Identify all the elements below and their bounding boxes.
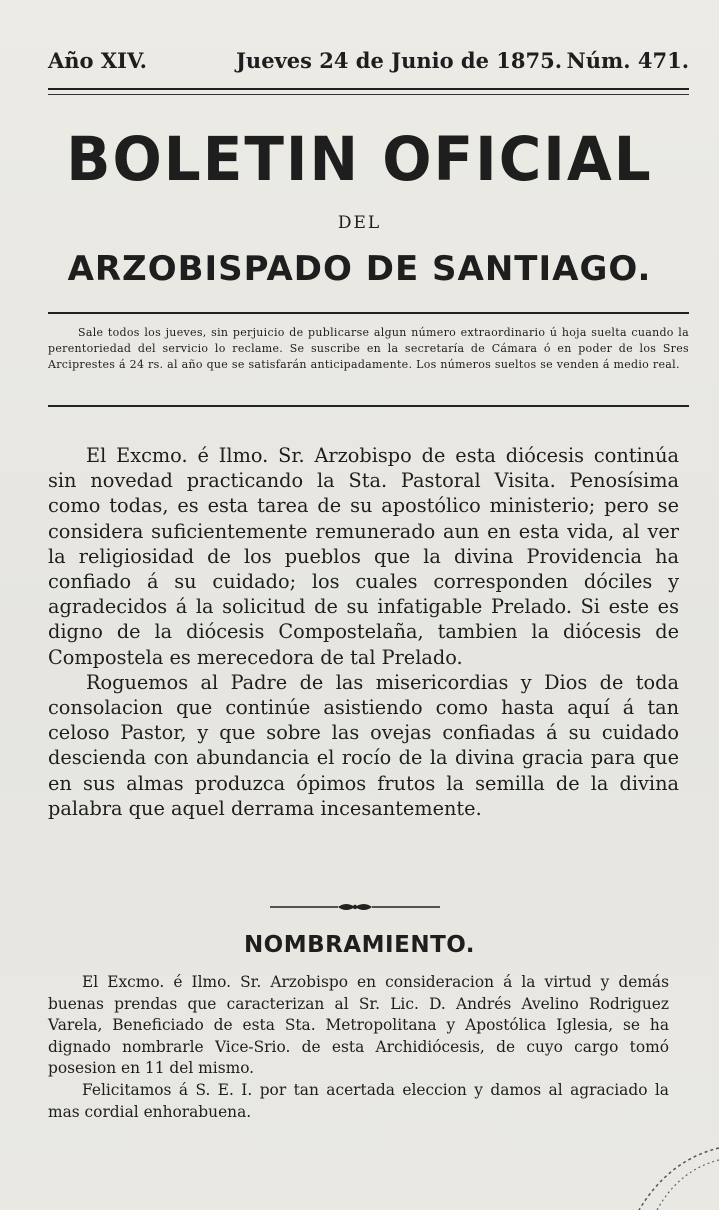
masthead-subtitle: ARZOBISPADO DE SANTIAGO. [67, 249, 652, 289]
article-paragraph: Roguemos al Padre de las misericordias y Dios de toda consolacion que continúe asistiendo como hasta aquí á tan celoso Pastor, y que sobre las ovejas confiadas á su cuidado descienda con abundancia el rocío de la divina gracia para que en sus almas produzca ópimos frutos la semilla de la divina palabra que aquel derrama incesantemente. [48, 670, 679, 820]
article-paragraph: Felicitamos á S. E. I. por tan acertada eleccion y damos al agraciado la mas cordial enhorabuena. [48, 1080, 669, 1121]
page-curl-decoration [599, 1130, 719, 1210]
masthead-title: BOLETIN OFICIAL [66, 123, 653, 195]
section-title: NOMBRAMIENTO. [243, 932, 476, 958]
article-paragraph: El Excmo. é Ilmo. Sr. Arzobispo de esta diócesis continúa sin novedad practicando la Sta. Pastoral Visita. Penosísima como todas, es esta tarea de su apostólico ministerio; pero se considera suficientemente remunerado aun en esta vida, al ver la religiosidad de los pueblos que la divina Providencia ha confiado á su cuidado; los cuales corresponden dóciles y agradecidos á la solicitud de su infatigable Prelado. Si este es digno de la diócesis Compostelaña, tambien la diócesis de Compostela es merecedora de tal Prelado. [48, 444, 679, 669]
subscription-notice: Sale todos los jueves, sin perjuicio de publicarse algun número extraordinario ú hoja suelta cuando la perentoriedad del servicio lo reclame. Se suscribe en la secretaría de Cámara ó en poder de los Sres Arciprestes á 24 rs. al año que se satisfarán anticipadamente. Los números sueltos se venden á medio real. [48, 326, 689, 371]
section-ornament [270, 900, 440, 914]
article-visita [48, 443, 679, 821]
header-rule-bottom [48, 94, 689, 95]
issue-date: Jueves 24 de Junio de 1875. [236, 48, 563, 73]
masthead-rule [48, 312, 689, 314]
issue-number: Núm. 471. [566, 48, 689, 73]
article-nombramiento [48, 972, 669, 1123]
notice-rule [48, 405, 689, 407]
masthead-connector: DEL [337, 213, 382, 233]
issue-year: Año XIV. [48, 48, 147, 73]
header-rule-top [48, 88, 689, 90]
issue-header [48, 48, 689, 78]
article-paragraph: El Excmo. é Ilmo. Sr. Arzobispo en consideracion á la virtud y demás buenas prendas que caracterizan al Sr. Lic. D. Andrés Avelino Rodriguez Varela, Beneficiado de esta Sta. Metropolitana y Apostólica Iglesia, se ha dignado nombrarle Vice-Srio. de esta Archidiócesis, de cuyo cargo tomó posesion en 11 del mismo. [48, 973, 669, 1078]
